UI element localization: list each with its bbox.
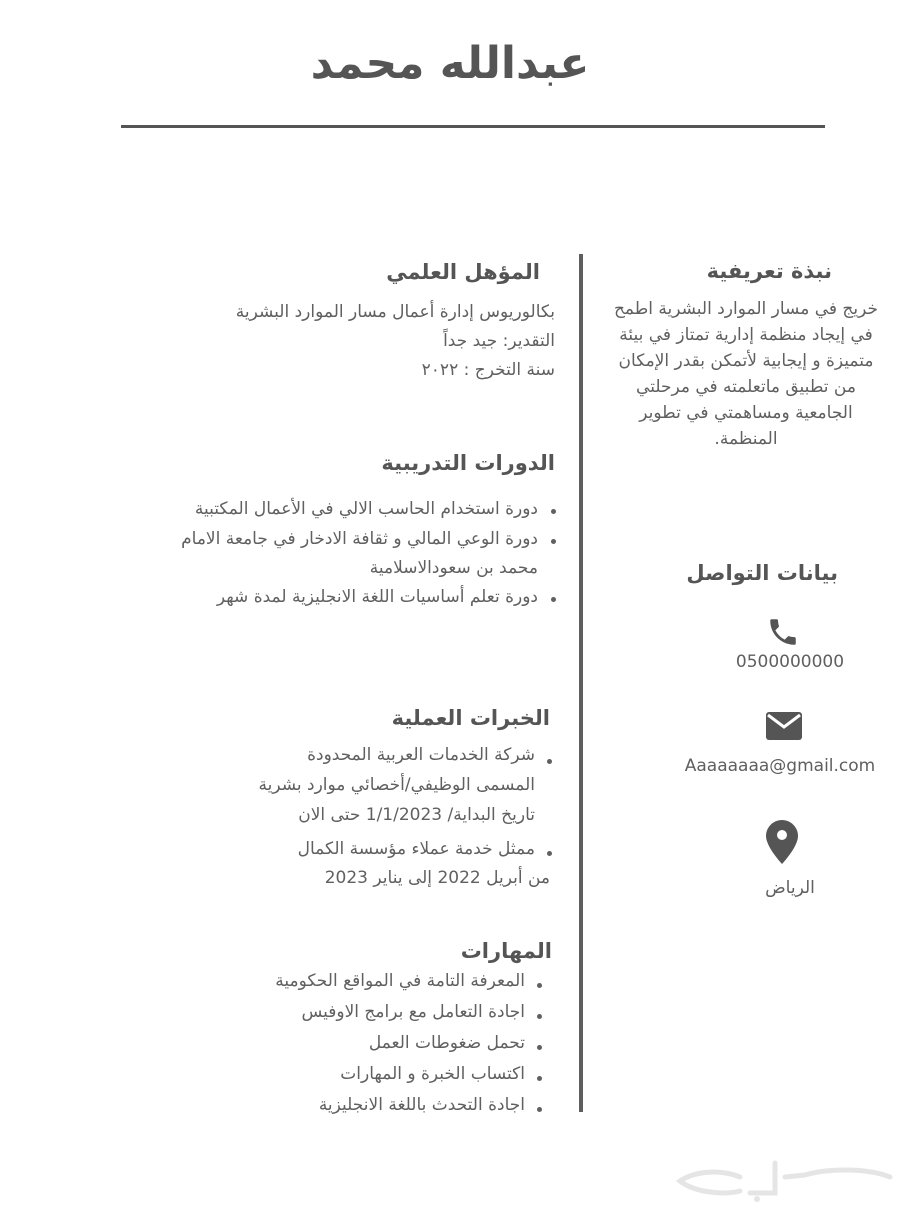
envelope-icon xyxy=(766,712,802,740)
education-degree: بكالوريوس إدارة أعمال مسار الموارد البشرية xyxy=(235,302,555,322)
courses-title: الدورات التدريبية xyxy=(381,451,555,475)
experience-company: ممثل خدمة عملاء مؤسسة الكمال xyxy=(297,839,535,859)
skill-item: تحمل ضغوطات العمل xyxy=(368,1033,525,1053)
bullet-icon xyxy=(547,851,552,856)
bullet-icon xyxy=(537,1014,542,1019)
profile-line: خريج في مسار الموارد البشرية اطمح xyxy=(613,299,879,319)
profile-line: في إيجاد منظمة إدارية تمتاز في بيئة xyxy=(619,325,873,345)
contact-title: بيانات التواصل xyxy=(686,561,838,585)
email-address: Aaaaaaaa@gmail.com xyxy=(684,756,876,776)
skill-item: اكتساب الخبرة و المهارات xyxy=(340,1064,525,1084)
skills-title: المهارات xyxy=(460,939,552,963)
bullet-icon xyxy=(537,1076,542,1081)
bullet-icon xyxy=(551,509,556,514)
experience-job-title: المسمى الوظيفي/أخصائي موارد بشرية xyxy=(258,775,535,795)
bullet-icon xyxy=(551,539,556,544)
bullet-icon xyxy=(537,1045,542,1050)
skill-item: اجادة التحدث باللغة الانجليزية xyxy=(318,1095,525,1115)
bullet-icon xyxy=(537,983,542,988)
profile-line: من تطبيق ماتعلمته في مرحلتي xyxy=(636,377,856,397)
profile-line: متميزة و إيجابية لأتمكن بقدر الإمكان xyxy=(618,351,874,371)
bullet-icon xyxy=(537,1107,542,1112)
header-divider xyxy=(121,125,825,128)
profile-title: نبذة تعريفية xyxy=(706,259,832,283)
education-graduation-year: سنة التخرج : ٢٠٢٢ xyxy=(421,360,555,380)
course-item: دورة تعلم أساسيات اللغة الانجليزية لمدة شهر xyxy=(216,587,538,607)
experience-start-date: تاريخ البداية/ 1/1/2023 حتى الان xyxy=(298,805,535,825)
city: الرياض xyxy=(765,878,815,898)
education-grade: التقدير: جيد جداً xyxy=(443,331,555,351)
experience-title: الخبرات العملية xyxy=(391,706,550,730)
profile-line: المنظمة. xyxy=(714,429,778,449)
map-pin-icon xyxy=(766,820,798,864)
experience-period: من أبريل 2022 إلى يناير 2023 xyxy=(324,868,550,888)
skill-item: اجادة التعامل مع برامج الاوفيس xyxy=(301,1002,525,1022)
course-item: دورة استخدام الحاسب الالي في الأعمال المكتبية xyxy=(194,499,538,519)
experience-company: شركة الخدمات العربية المحدودة xyxy=(307,745,535,765)
haraj-logo-watermark xyxy=(665,1155,895,1203)
resume-name: عبدالله محمد xyxy=(310,38,590,89)
course-item-continued: محمد بن سعودالاسلامية xyxy=(369,558,538,578)
phone-number: 0500000000 xyxy=(735,652,845,672)
course-item: دورة الوعي المالي و ثقافة الادخار في جامعة الامام xyxy=(181,529,538,549)
phone-icon xyxy=(766,615,800,649)
bullet-icon xyxy=(547,759,552,764)
profile-line: الجامعية ومساهمتي في تطوير xyxy=(639,403,853,423)
skill-item: المعرفة التامة في المواقع الحكومية xyxy=(275,971,525,991)
column-divider xyxy=(579,254,583,1112)
education-title: المؤهل العلمي xyxy=(386,260,540,284)
bullet-icon xyxy=(551,597,556,602)
